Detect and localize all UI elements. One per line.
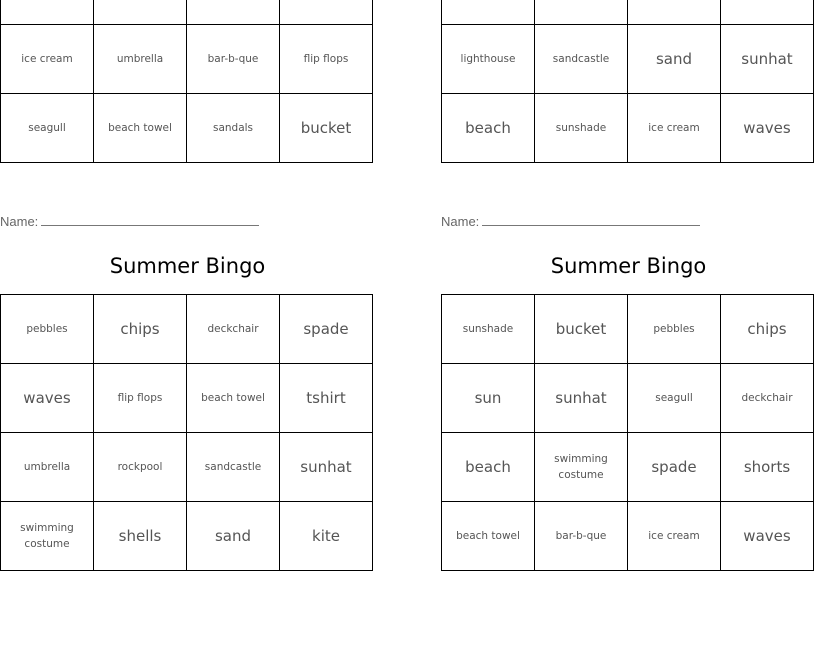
bingo-cell[interactable]: ice cream (1, 25, 94, 94)
bingo-cell[interactable]: tshirt (280, 364, 373, 433)
bingo-row (1, 295, 373, 364)
bingo-cell[interactable]: shells (94, 502, 187, 571)
bingo-cell[interactable] (628, 0, 721, 25)
bingo-cell[interactable]: sunshade (535, 94, 628, 163)
bingo-row (1, 364, 373, 433)
bingo-cell[interactable]: swimming costume (1, 502, 94, 571)
bingo-cell[interactable]: beach (442, 433, 535, 502)
bingo-cell[interactable]: pebbles (628, 295, 721, 364)
bingo-cell[interactable]: spade (628, 433, 721, 502)
bingo-cell[interactable]: chips (94, 295, 187, 364)
bingo-cell[interactable] (442, 0, 535, 25)
bingo-cell[interactable]: sandcastle (535, 25, 628, 94)
bingo-cell[interactable]: sunshade (442, 295, 535, 364)
bingo-cell[interactable]: lighthouse (442, 25, 535, 94)
bingo-row (442, 502, 814, 571)
name-field[interactable] (441, 213, 700, 229)
bingo-cell[interactable]: waves (721, 502, 814, 571)
bingo-cell[interactable]: spade (280, 295, 373, 364)
bingo-cell[interactable]: beach towel (94, 94, 187, 163)
bingo-row (1, 94, 373, 163)
bingo-cell[interactable]: sunhat (535, 364, 628, 433)
bingo-cell[interactable] (721, 0, 814, 25)
bingo-cell[interactable]: beach (442, 94, 535, 163)
bingo-cell[interactable]: umbrella (94, 25, 187, 94)
bingo-cell[interactable] (94, 0, 187, 25)
bingo-row (1, 0, 373, 25)
bingo-grid (0, 294, 373, 571)
bingo-row (442, 25, 814, 94)
bingo-cell[interactable]: flip flops (94, 364, 187, 433)
bingo-cell[interactable]: deckchair (187, 295, 280, 364)
bingo-cell[interactable]: pebbles (1, 295, 94, 364)
bingo-cell[interactable]: ice cream (628, 502, 721, 571)
name-label: Name: (441, 214, 480, 229)
bingo-cell[interactable]: deckchair (721, 364, 814, 433)
bingo-cell[interactable] (535, 0, 628, 25)
bingo-row (442, 0, 814, 25)
bingo-cell[interactable]: bar-b-que (187, 25, 280, 94)
bingo-cell[interactable]: sunhat (721, 25, 814, 94)
bingo-cell[interactable] (187, 0, 280, 25)
bingo-grid (0, 0, 373, 163)
bingo-cell[interactable]: seagull (1, 94, 94, 163)
bingo-cell[interactable]: rockpool (94, 433, 187, 502)
bingo-cell[interactable]: sun (442, 364, 535, 433)
bingo-cell[interactable]: chips (721, 295, 814, 364)
bingo-cell[interactable]: sandcastle (187, 433, 280, 502)
bingo-row (1, 25, 373, 94)
name-blank-line[interactable] (482, 213, 700, 226)
bingo-cell[interactable]: bucket (280, 94, 373, 163)
bingo-cell[interactable]: beach towel (442, 502, 535, 571)
bingo-row (1, 433, 373, 502)
name-blank-line[interactable] (41, 213, 259, 226)
bingo-cell[interactable]: bar-b-que (535, 502, 628, 571)
bingo-cell[interactable]: sand (628, 25, 721, 94)
card-title: Summer Bingo (550, 254, 707, 278)
bingo-row (442, 364, 814, 433)
bingo-row (442, 295, 814, 364)
bingo-row (442, 94, 814, 163)
bingo-cell[interactable]: sunhat (280, 433, 373, 502)
bingo-cell[interactable] (280, 0, 373, 25)
bingo-cell[interactable]: umbrella (1, 433, 94, 502)
bingo-cell[interactable]: bucket (535, 295, 628, 364)
bingo-cell[interactable]: beach towel (187, 364, 280, 433)
card-title: Summer Bingo (109, 254, 266, 278)
bingo-cell[interactable]: swimming costume (535, 433, 628, 502)
bingo-row (442, 433, 814, 502)
bingo-row (1, 502, 373, 571)
bingo-cell[interactable]: flip flops (280, 25, 373, 94)
bingo-cell[interactable]: seagull (628, 364, 721, 433)
bingo-grid (441, 294, 814, 571)
bingo-grid (441, 0, 814, 163)
bingo-cell[interactable]: kite (280, 502, 373, 571)
bingo-cell[interactable]: ice cream (628, 94, 721, 163)
bingo-cell[interactable]: sand (187, 502, 280, 571)
bingo-cell[interactable]: waves (1, 364, 94, 433)
bingo-cell[interactable]: shorts (721, 433, 814, 502)
name-label: Name: (0, 214, 39, 229)
bingo-cell[interactable]: waves (721, 94, 814, 163)
bingo-cell[interactable]: sandals (187, 94, 280, 163)
bingo-cell[interactable] (1, 0, 94, 25)
name-field[interactable] (0, 213, 259, 229)
